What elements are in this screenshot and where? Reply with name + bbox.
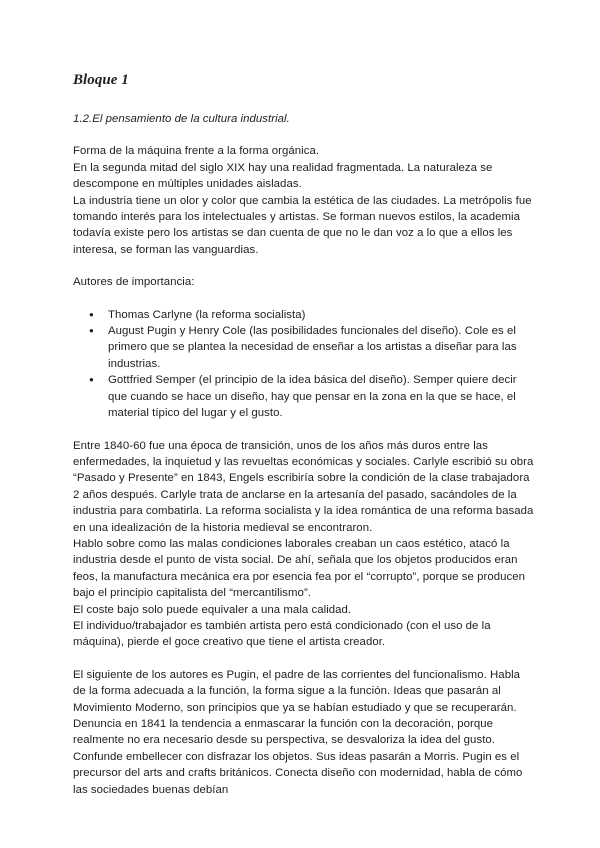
carlyle-line: Entre 1840-60 fue una época de transición, unos de los años más duros entre las enfermedades, la inquietud y las revueltas económicas y sociales. Carlyle escribió su obra “Pasado y Presente” en 1843, Engels escribiría sobre la condición de la clase trabajadora 2 años después. Carlyle trata de anclarse en la artesanía del pasado, sacándoles de la industria para combatirla. La reforma socialista y la idea romántica de una reforma basada en una idealización de la historia medieval se encontraron. [73, 439, 534, 534]
carlyle-line: El coste bajo solo puede equivaler a una mala calidad. [73, 603, 352, 616]
bullet-icon: ● [89, 309, 94, 319]
authors-list [73, 307, 535, 422]
intro-line: Forma de la máquina frente a la forma orgánica. [73, 145, 320, 158]
carlyle-paragraph [73, 438, 535, 651]
block-heading: Bloque 1 [73, 72, 129, 88]
section-subheading: 1.2.El pensamiento de la cultura industrial. [73, 113, 290, 125]
list-item [89, 307, 535, 323]
authors-label: Autores de importancia: [73, 276, 195, 289]
intro-paragraph [73, 143, 535, 258]
intro-line: En la segunda mitad del siglo XIX hay una realidad fragmentada. La naturaleza se descompone en múltiples unidades aisladas. [73, 161, 493, 191]
bullet-icon: ● [89, 326, 94, 336]
author-text: Thomas Carlyne (la reforma socialista) [108, 308, 306, 321]
document-page [73, 70, 535, 814]
carlyle-line: Hablo sobre como las malas condiciones laborales creaban un caos estético, atacó la industria desde el punto de vista social. De ahí, señala que los objetos producidos eran feos, la manufactura mecánica era por esencia fea por el “corrupto”, porque se producen bajo el principio capitalista del “mercantilismo”. [73, 537, 525, 600]
author-text: August Pugin y Henry Cole (las posibilidades funcionales del diseño). Cole es el primero que se plantea la necesidad de enseñar a los artistas a diseñar para las industrias. [108, 325, 517, 370]
intro-line: La industria tiene un olor y color que cambia la estética de las ciudades. La metrópolis fue tomando interés para los intelectuales y artistas. Se forman nuevos estilos, la academia todavía existe pero los artistas se dan cuenta de que no le dan voz a lo que a ellos les interesa, se forman las vanguardias. [73, 194, 532, 256]
list-item [89, 323, 535, 372]
author-text: Gottfried Semper (el principio de la idea básica del diseño). Semper quiere decir que cuando se hace un diseño, hay que pensar en la zona en la que se hace, el material típico del lugar y el gusto. [108, 374, 517, 420]
carlyle-line: El individuo/trabajador es también artista pero está condicionado (con el uso de la máquina), pierde el goce creativo que tiene el artista creador. [73, 619, 491, 649]
bullet-icon: ● [89, 375, 94, 385]
pugin-paragraph: El siguiente de los autores es Pugin, el padre de las corrientes del funcionalismo. Habla de la forma adecuada a la función, la forma sigue a la función. Ideas que pasarán al Movimiento Moderno, son principios que ya se habían estudiado y que se recuperarán. Denuncia en 1841 la tendencia a enmascarar la función con la decoración, porque realmente no era necesario desde su perspectiva, se desvaloriza la idea del gusto. Confunde embellecer con disfrazar los objetos. Sus ideas pasarán a Morris. Pugin es el precursor del arts and crafts británicos. Conecta diseño con modernidad, habla de cómo las sociedades buenas debían [73, 668, 523, 796]
list-item [89, 372, 535, 421]
